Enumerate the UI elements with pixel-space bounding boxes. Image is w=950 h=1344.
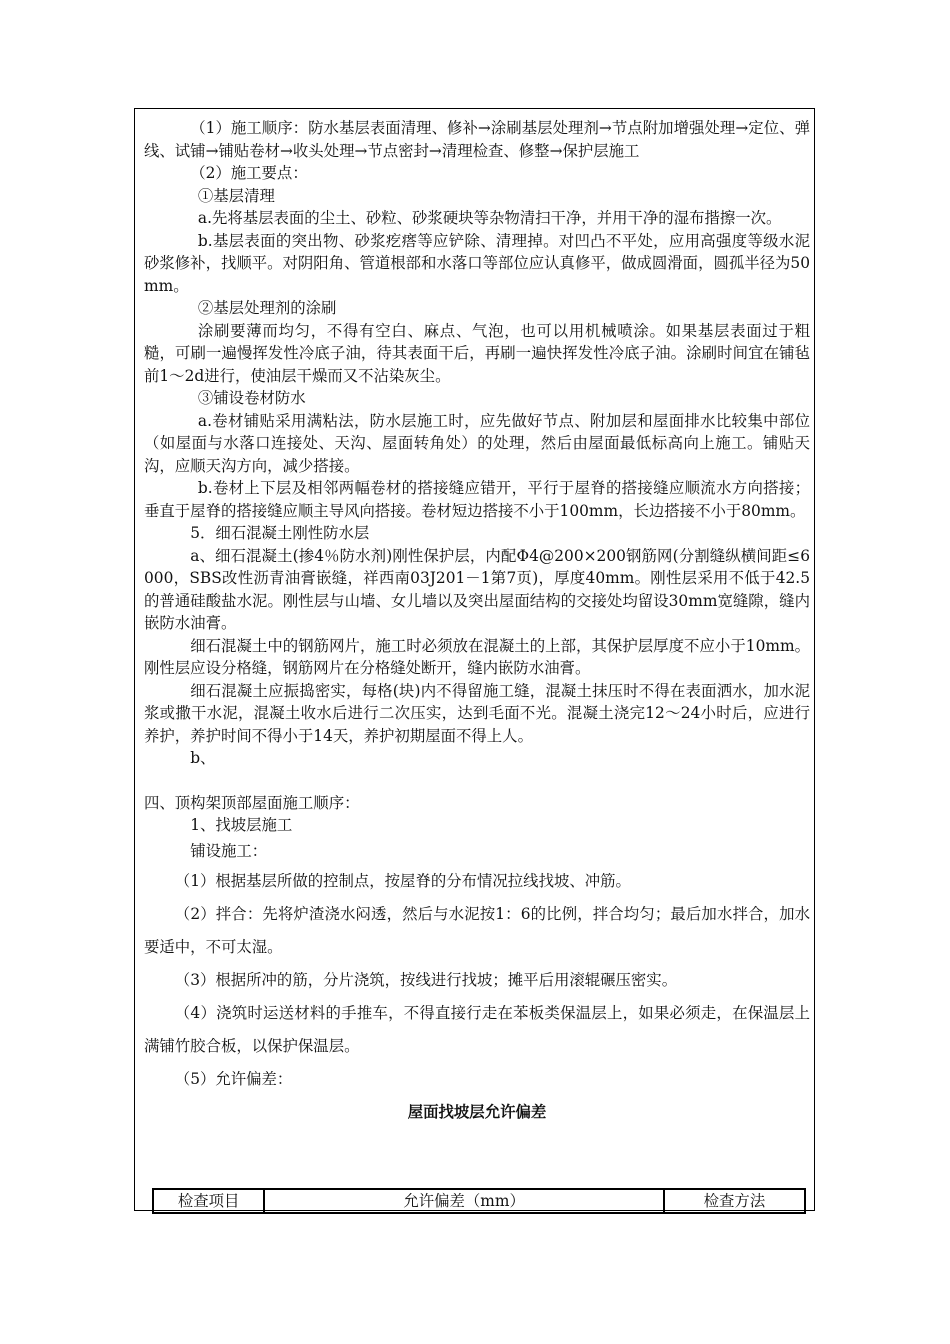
rigid-layer-rebar: 细石混凝土中的钢筋网片，施工时必须放在混凝土的上部，其保护层厚度不应小于10mm。刚性层应设分格缝，钢筋网片在分格缝处断开，缝内嵌防水油膏。 [144,636,810,677]
primer-heading: ②基层处理剂的涂刷 [197,299,337,317]
membrane-heading: ③铺设卷材防水 [197,389,306,407]
section4-sub2: 铺设施工： [190,841,268,860]
membrane-a: a.卷材铺贴采用满粘法，防水层施工时，应先做好节点、附加层和屋面排水比较集中部位（如屋面与水落口连接处、天沟、屋面转角处）的处理，然后由屋面最低标高向上施工。铺贴天沟，应顺天沟方向，减少搭接。 [144,411,810,475]
membrane-b: b.卷材上下层及相邻两幅卷材的搭接缝应错开，平行于屋脊的搭接缝应顺流水方向搭接；垂直于屋脊的搭接缝应顺主导风向搭接。卷材短边搭接不小于100mm，长边搭接不小于80mm。 [144,479,810,520]
document-body [144,117,810,1129]
section4-sub1: 1、找坡层施工 [190,816,293,834]
table-header-row [153,1189,805,1213]
section4-items [144,865,810,1096]
rigid-layer-b: b、 [190,749,216,767]
section4-item: （1）根据基层所做的控制点，按屋脊的分布情况拉线找坡、冲筋。 [174,871,631,890]
section4-item: （3）根据所冲的筋，分片浇筑，按线进行找坡；摊平后用滚辊碾压密实。 [174,970,678,989]
section4-item: （4）浇筑时运送材料的手推车，不得直接行走在苯板类保温层上，如果必须走，在保温层上满铺竹胶合板，以保护保温层。 [144,1003,810,1055]
base-cleaning-b: b.基层表面的突出物、砂浆疙瘩等应铲除、清理掉。对凹凸不平处，应用高强度等级水泥砂浆修补，找顺平。对阴阳角、管道根部和水落口等部位应认真修平，做成圆滑面，圆孤半径为50mm。 [144,231,810,295]
construction-sequence: （1）施工顺序：防水基层表面清理、修补→涂刷基层处理剂→节点附加增强处理→定位、弹线、试铺→铺贴卷材→收头处理→节点密封→清理检查、修整→保护层施工 [144,119,810,160]
tolerance-table [152,1188,806,1214]
base-cleaning-heading: ①基层清理 [197,186,275,205]
primer-text: 涂刷要薄而均匀，不得有空白、麻点、气泡，也可以用机械喷涂。如果基层表面过于粗糙，可刷一遍慢挥发性冷底子油，待其表面干后，再刷一遍快挥发性冷底子油。涂刷时间宜在铺毡前1～2d进行，使油层干燥而又不沾染灰尘。 [144,321,810,385]
table-caption: 屋面找坡层允许偏差 [407,1102,547,1121]
base-cleaning-a: a.先将基层表面的尘土、砂粒、砂浆硬块等杂物清扫干净，并用干净的湿布揩擦一次。 [197,209,782,227]
section4-item: （5）允许偏差： [174,1069,293,1088]
table-header-cell: 检查方法 [664,1189,805,1213]
table-header-cell: 检查项目 [153,1189,264,1213]
rigid-layer-curing: 细石混凝土应振捣密实，每格(块)内不得留施工缝，混凝土抹压时不得在表面洒水，加水泥浆或撒干水泥，混凝土收水后进行二次压实，达到毛面不光。混凝土浇完12～24小时后，应进行养护，养护时间不得小于14天，养护初期屋面不得上人。 [144,681,810,745]
section4-item: （2）拌合：先将炉渣浇水闷透，然后与水泥按1：6的比例，拌合均匀；最后加水拌合，加水要适中，不可太湿。 [144,904,810,956]
rigid-layer-a: a、细石混凝土(掺4％防水剂)刚性保护层，内配Φ4@200×200钢筋网(分割缝纵横间距≤6000，SBS改性沥青油膏嵌缝，祥西南03J201－1第7页)，厚度40mm。刚性层采用不低于42.5的普通硅酸盐水泥。刚性层与山墙、女儿墙以及突出屋面结构的交接处均留设30mm宽缝隙，缝内嵌防水油膏。 [144,546,810,632]
table-header-cell: 允许偏差（mm） [264,1189,664,1213]
construction-points-heading: （2）施工要点： [190,164,308,182]
rigid-layer-heading: 5．细石混凝土刚性防水层 [190,524,370,542]
section4-heading: 四、顶构架顶部屋面施工顺序： [144,793,360,812]
